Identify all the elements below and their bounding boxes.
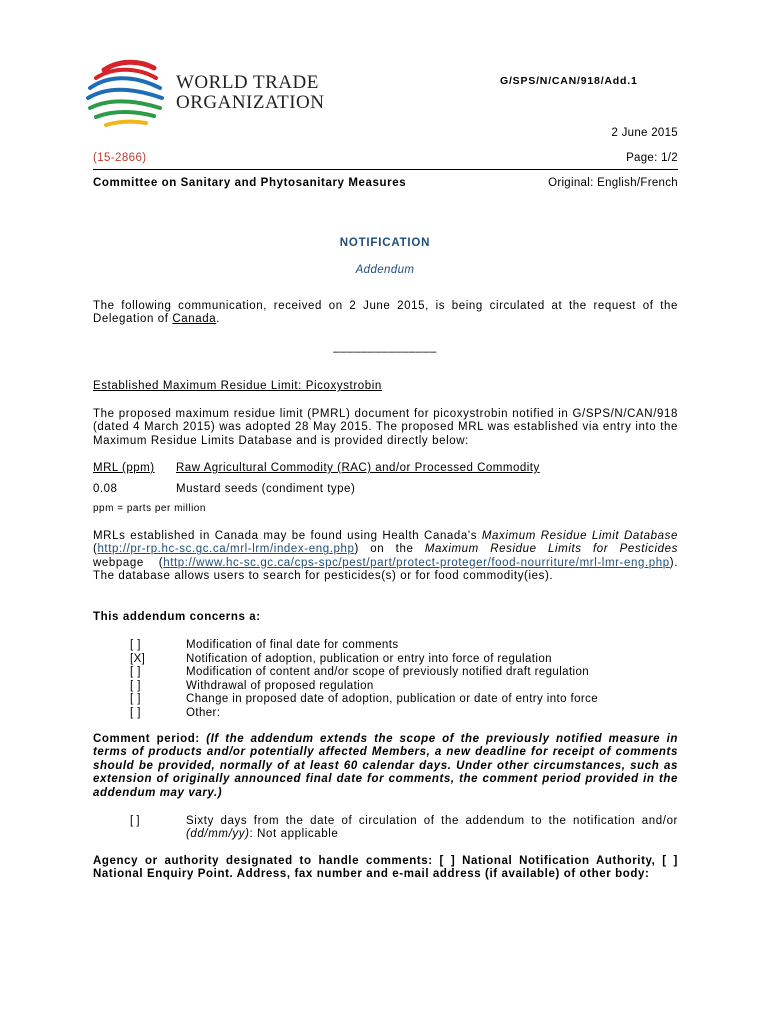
org-name-line1: WORLD TRADE: [176, 72, 319, 93]
mrl-value: 0.08: [93, 483, 118, 495]
concern-label: Other:: [186, 707, 221, 719]
wto-logo-icon: [84, 56, 176, 132]
mrl-paragraph: [93, 530, 678, 584]
sixty-days-date-format: (dd/mm/yy): [186, 828, 250, 841]
sixty-days-checkbox[interactable]: [ ]: [130, 815, 140, 827]
section-title: Established Maximum Residue Limit: Picoxystrobin: [93, 380, 382, 392]
concern-checkbox[interactable]: [ ]: [130, 693, 141, 706]
sixty-days-text: [186, 815, 678, 842]
document-symbol: G/SPS/N/CAN/918/Add.1: [500, 75, 638, 87]
org-name: [176, 73, 324, 113]
mrl-column-header: MRL (ppm): [93, 462, 155, 474]
mrl-webpage-link[interactable]: http://www.hc-sc.gc.ca/cps-spc/pest/part/protect-proteger/food-nourriture/mrl-lmr-eng.php: [163, 556, 670, 569]
concerns-heading: This addendum concerns a:: [93, 611, 261, 623]
intro-text-end: .: [216, 313, 221, 326]
commodity-value: Mustard seeds (condiment type): [176, 483, 356, 495]
header-divider: [93, 169, 678, 170]
mrl-text-3: ) on the: [354, 543, 425, 556]
document-date: 2 June 2015: [611, 127, 678, 139]
mrl-database-link[interactable]: http://pr-rp.hc-sc.gc.ca/mrl-lrm/index-eng.php: [97, 543, 355, 556]
concern-checkbox[interactable]: [X]: [130, 652, 146, 665]
ppm-footnote: ppm = parts per million: [93, 503, 206, 514]
concern-checkbox[interactable]: [ ]: [130, 679, 141, 692]
concern-checkbox[interactable]: [ ]: [130, 707, 141, 719]
notification-heading: NOTIFICATION: [339, 237, 431, 249]
concern-label: Change in proposed date of adoption, publication or date of entry into force: [186, 693, 599, 706]
mrl-text-1: MRLs established in Canada may be found using Health Canada's: [93, 530, 482, 542]
comment-period-label: Comment period:: [93, 733, 200, 745]
mrl-text-2: (: [93, 543, 98, 556]
mrl-text-4: webpage (: [93, 556, 164, 569]
concern-label: Withdrawal of proposed regulation: [186, 679, 374, 692]
sixty-days-text-2: : Not applicable: [249, 828, 339, 841]
concern-label: Modification of final date for comments: [186, 639, 399, 651]
agency-paragraph: Agency or authority designated to handle comments: [ ] National Notification Authority, [ ] National Enquiry Point. Address, fax number and e-mail address (if available) of other body:: [93, 855, 678, 881]
original-language: Original: English/French: [548, 177, 678, 189]
concern-label: Modification of content and/or scope of previously notified draft regulation: [186, 666, 590, 679]
reference-number: (15-2866): [93, 152, 147, 164]
addendum-subheading: Addendum: [355, 264, 415, 276]
comment-period-paragraph: [93, 733, 678, 800]
comment-period-text: (If the addendum extends the scope of the previously notified measure in terms of products and/or potentially affected Members, a new deadline for receipt of comments should be provided, normally of at least 60 calendar days. Under other circumstances, such as extension of originally announced final date for comments, the comment period provided in the addendum may vary.): [93, 733, 678, 799]
page-number: Page: 1/2: [626, 152, 678, 164]
org-name-line2: ORGANIZATION: [176, 92, 325, 113]
body-paragraph: The proposed maximum residue limit (PMRL) document for picoxystrobin notified in G/SPS/N/CAN/918 (dated 4 March 2015) was adopted 28 May 2015. The proposed MRL was established via entry into the Maximum Residue Limits Database and is provided directly below:: [93, 408, 678, 447]
concern-label: Notification of adoption, publication or entry into force of regulation: [186, 652, 552, 665]
mrl-text-5: ). The database allows users to search for pesticides(s) or for food commodity(ies).: [93, 556, 678, 583]
intro-country: Canada: [172, 313, 217, 326]
concern-checkbox[interactable]: [ ]: [130, 639, 141, 651]
sixty-days-text-1: Sixty days from the date of circulation of the addendum to the notification and/or: [186, 815, 678, 827]
separator-line: _______________: [333, 341, 437, 353]
concern-checkbox[interactable]: [ ]: [130, 666, 141, 679]
intro-text: The following communication, received on 2 June 2015, is being circulated at the request of the Delegation of: [93, 300, 678, 326]
commodity-column-header: Raw Agricultural Commodity (RAC) and/or Processed Commodity: [176, 462, 540, 474]
mrl-database-name: Maximum Residue Limit Database: [481, 530, 679, 542]
mrl-webpage-name: Maximum Residue Limits for Pesticides: [424, 543, 678, 556]
committee-name: Committee on Sanitary and Phytosanitary Measures: [93, 177, 407, 189]
intro-paragraph: [93, 300, 678, 327]
